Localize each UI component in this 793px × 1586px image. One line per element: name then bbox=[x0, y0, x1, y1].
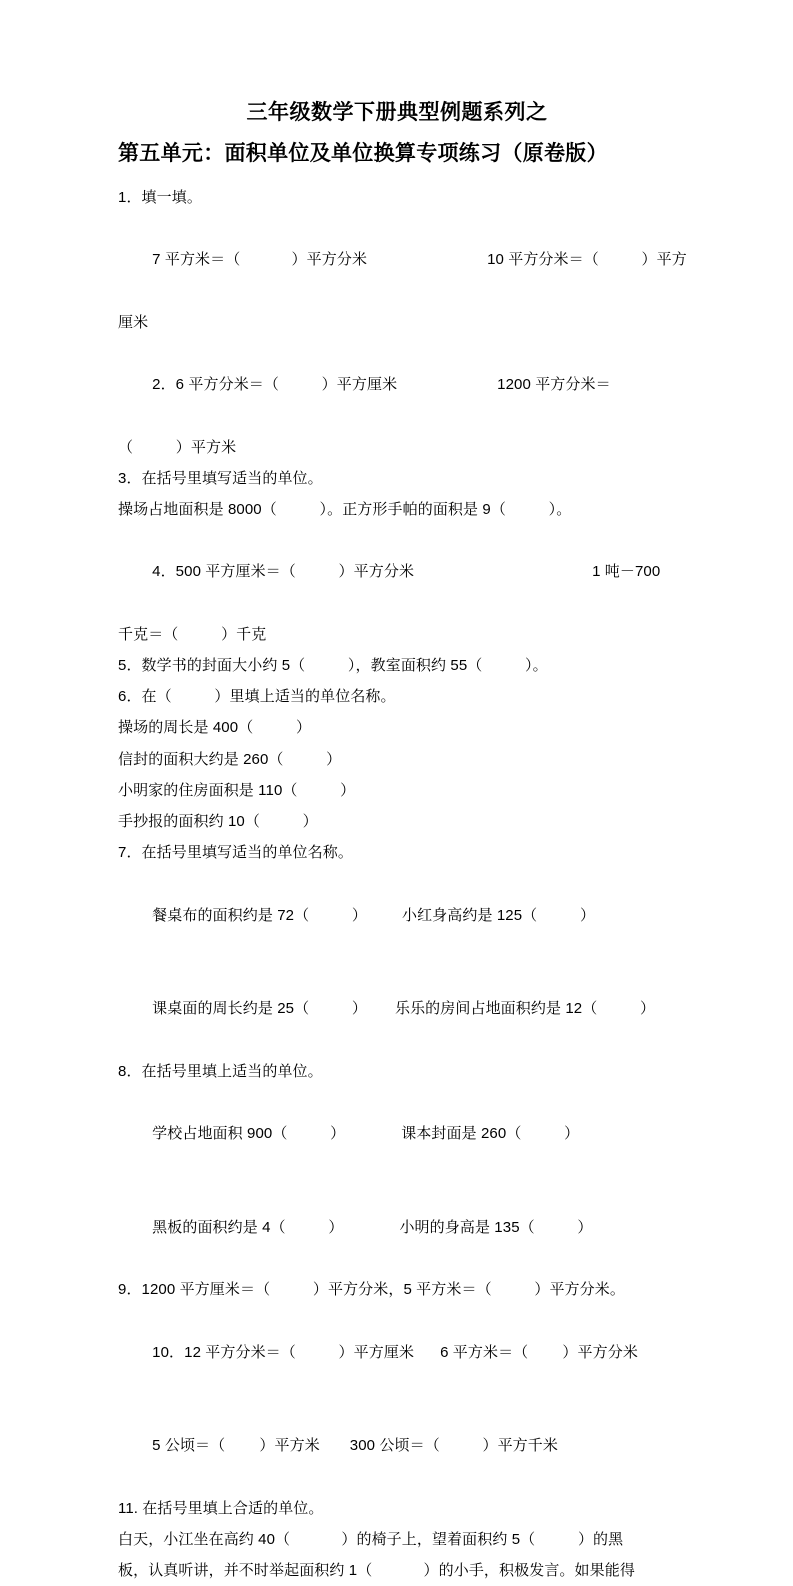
question-6-prompt: 6．在（ ）里填上适当的单位名称。 bbox=[118, 688, 396, 706]
question-4-line-1 bbox=[118, 525, 676, 619]
question-1-prompt: 1．填一填。 bbox=[118, 189, 202, 206]
question-4-line-1-right: 1 吨－700 bbox=[592, 563, 661, 581]
question-8-line-1-left: 学校占地面积 900（ ） bbox=[152, 1125, 346, 1143]
question-6-line-3: 小明家的住房面积是 110（ ） bbox=[118, 781, 356, 799]
question-6-line-2: 信封的面积大约是 260（ ） bbox=[118, 750, 342, 768]
question-8-line-2-left: 黑板的面积约是 4（ ） bbox=[152, 1218, 344, 1236]
question-7-line-1-left: 餐桌布的面积约是 72（ ） bbox=[152, 906, 367, 924]
question-3 bbox=[118, 463, 676, 525]
question-10-line-1-right: 6 平方米＝（ ）平方分米 bbox=[440, 1343, 638, 1361]
page-title-line-2: 第五单元：面积单位及单位换算专项练习（原卷版） bbox=[118, 142, 608, 165]
question-8-line-2 bbox=[118, 1181, 676, 1275]
question-10-line-2-right: 300 公顷＝（ ）平方千米 bbox=[349, 1437, 558, 1455]
question-5 bbox=[118, 650, 676, 681]
question-7-prompt: 7．在括号里填写适当的单位名称。 bbox=[118, 844, 353, 862]
question-2-line-1-left: 2．6 平方分米＝（ ）平方厘米 bbox=[152, 376, 398, 394]
question-11-line-2: 板，认真听讲，并不时举起面积约 1（ ）的小手，积极发言。如果能得 bbox=[118, 1561, 635, 1579]
question-6-line-4: 手抄报的面积约 10（ ） bbox=[118, 813, 318, 831]
question-1-line-1-right: 10 平方分米＝（ ）平方 bbox=[487, 251, 687, 269]
question-1-line-1-left: 7 平方米＝（ ）平方分米 bbox=[152, 251, 368, 269]
question-8-line-1-right: 课本封面是 260（ ） bbox=[401, 1125, 580, 1143]
question-11-prompt: 11. 在括号里填上合适的单位。 bbox=[118, 1499, 324, 1517]
question-4 bbox=[118, 525, 676, 650]
question-10-line-1-left: 10．12 平方分米＝（ ）平方厘米 bbox=[152, 1343, 415, 1361]
question-9 bbox=[118, 1274, 676, 1305]
question-10-line-2-left: 5 公顷＝（ ）平方米 bbox=[152, 1437, 320, 1455]
page-title-line-1: 三年级数学下册典型例题系列之 bbox=[246, 101, 548, 124]
question-1-line-2: 厘米 bbox=[118, 313, 149, 331]
question-7-line-2-right: 乐乐的房间占地面积约是 12（ ） bbox=[394, 1000, 656, 1018]
question-10-line-2 bbox=[118, 1399, 676, 1493]
question-9-line-1: 9．1200 平方厘米＝（ ）平方分米，5 平方米＝（ ）平方分米。 bbox=[118, 1281, 625, 1299]
question-3-prompt: 3．在括号里填写适当的单位。 bbox=[118, 469, 323, 487]
question-10-line-1 bbox=[118, 1305, 676, 1399]
question-6 bbox=[118, 681, 676, 837]
question-10 bbox=[118, 1305, 676, 1492]
question-1 bbox=[118, 182, 687, 338]
question-8 bbox=[118, 1056, 676, 1274]
question-6-line-1: 操场的周长是 400（ ） bbox=[118, 719, 312, 737]
question-7-line-1 bbox=[118, 868, 676, 962]
question-8-line-2-right: 小明的身高是 135（ ） bbox=[399, 1218, 593, 1236]
question-7 bbox=[118, 837, 676, 1055]
question-2 bbox=[118, 338, 676, 463]
question-2-line-1-right: 1200 平方分米＝ bbox=[497, 376, 611, 394]
question-7-line-2 bbox=[118, 962, 676, 1056]
question-7-line-1-right: 小红身高约是 125（ ） bbox=[401, 906, 596, 924]
question-11 bbox=[118, 1493, 676, 1586]
question-3-line-1: 操场占地面积是 8000（ ）。正方形手帕的面积是 9（ ）。 bbox=[118, 501, 572, 519]
question-2-line-1 bbox=[118, 338, 676, 432]
question-4-line-1-left: 4．500 平方厘米＝（ ）平方分米 bbox=[152, 563, 415, 581]
question-11-line-1: 白天，小江坐在高约 40（ ）的椅子上，望着面积约 5（ ）的黑 bbox=[118, 1530, 624, 1548]
question-4-line-2: 千克＝（ ）千克 bbox=[118, 625, 267, 643]
question-8-prompt: 8．在括号里填上适当的单位。 bbox=[118, 1062, 323, 1080]
question-7-line-2-left: 课桌面的周长约是 25（ ） bbox=[152, 1000, 367, 1018]
document-content bbox=[118, 0, 687, 1586]
question-8-line-1 bbox=[118, 1087, 676, 1181]
question-1-line-1 bbox=[118, 213, 687, 307]
question-5-line-1: 5．数学书的封面大小约 5（ ），教室面积约 55（ ）。 bbox=[118, 657, 548, 675]
question-2-line-2: （ ）平方米 bbox=[118, 438, 237, 456]
